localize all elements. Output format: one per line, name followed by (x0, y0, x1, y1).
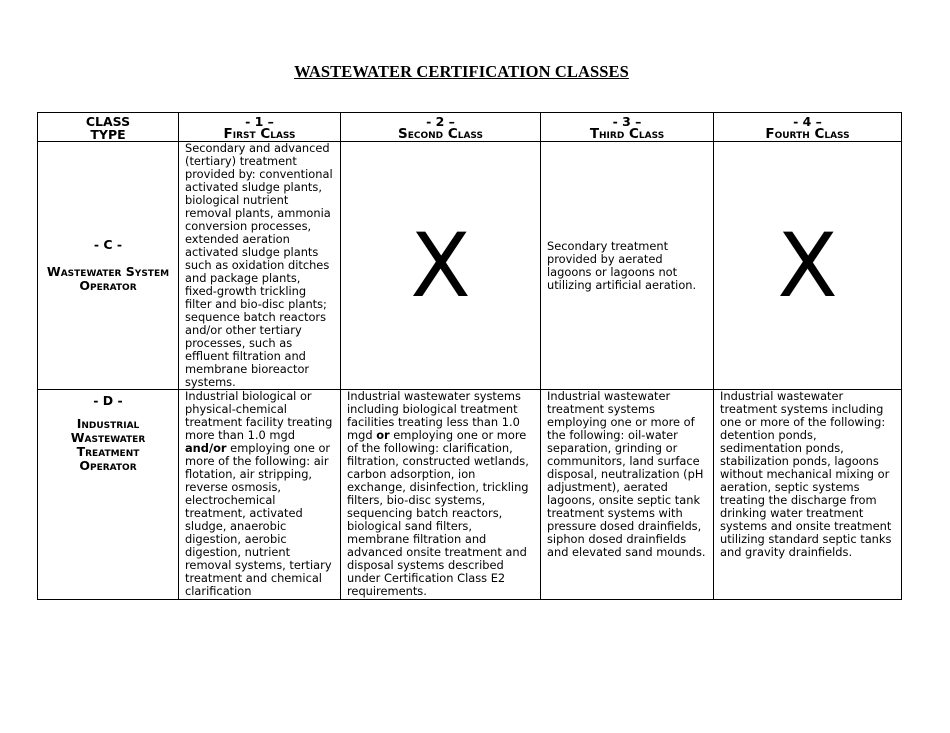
header-second-num: - 2 – (426, 114, 455, 129)
not-applicable-mark: X (777, 213, 838, 317)
cell-d-fourth: Industrial wastewater treatment systems including one or more of the following: detention ponds, sedimentation ponds, stabilization ponds, lagoons without mechanical mixing or aeration, septic systems treating the discharge from drinking water treatment systems and onsite treatment utilizing standard septic tanks and gravity drainfields. (714, 390, 902, 600)
row-c-name: Wastewater System Operator (46, 264, 170, 293)
cell-d-second (341, 390, 541, 600)
cell-d-second-text-a: Industrial wastewater systems including biological treatment facilities treating less than 1.0 mgd (347, 389, 521, 442)
cell-d-second-bold: or (376, 428, 390, 442)
page-title: WASTEWATER CERTIFICATION CLASSES (294, 62, 629, 81)
header-third-class (541, 113, 714, 142)
cell-d-first (179, 390, 341, 600)
row-c-code: - C - (93, 237, 123, 252)
header-row (38, 113, 902, 142)
row-d-code: - D - (93, 393, 123, 408)
cell-d-first-text-a: Industrial biological or physical-chemical treatment facility treating more than 1.0 mgd (185, 389, 333, 442)
cell-d-first-bold: and/or (185, 441, 227, 455)
row-d-name-line-1: Industrial (76, 416, 140, 431)
not-applicable-mark: X (410, 213, 471, 317)
cell-c-first: Secondary and advanced (tertiary) treatment provided by: conventional activated sludge plants, biological nutrient removal plants, ammonia conversion processes, extended aeration activated sludge plants such as oxidation ditches and package plants, fixed-growth trickling filter and bio-disc plants; sequence batch reactors and/or other tertiary processes, such as effluent filtration and membrane bioreactor systems. (179, 142, 341, 390)
header-second-class (341, 113, 541, 142)
header-class-type (38, 113, 179, 142)
table-row-c (38, 142, 902, 390)
cell-c-third: Secondary treatment provided by aerated lagoons or lagoons not utilizing artificial aeration. (541, 142, 714, 390)
row-d-name-line-3: Treatment (76, 444, 140, 459)
cell-c-second (341, 142, 541, 390)
cell-d-second-text-b: employing one or more of the following: clarification, filtration, constructed wetlands, carbon adsorption, ion exchange, disinfection, trickling filters, bio-disc systems, sequencing batch reactors, biological sand filters, membrane filtration and advanced onsite treatment and disposal systems described under Certification Class E2 requirements. (347, 428, 529, 598)
header-third-num: - 3 – (612, 114, 642, 129)
header-first-name: First Class (223, 126, 296, 142)
header-fourth-num: - 4 – (793, 114, 822, 129)
header-fourth-name: Fourth Class (765, 126, 850, 142)
row-header-d (38, 390, 179, 600)
row-d-name-line-2: Wastewater (70, 430, 146, 445)
cell-c-fourth (714, 142, 902, 390)
header-type-label: TYPE (90, 127, 126, 142)
header-third-name: Third Class (589, 126, 665, 142)
header-second-name: Second Class (398, 126, 483, 142)
header-class-label: CLASS (85, 114, 131, 129)
row-header-c (38, 142, 179, 390)
cell-d-first-text-b: employing one or more of the following: air flotation, air stripping, reverse osmosis, electrochemical treatment, activated sludge, anaerobic digestion, aerobic digestion, nutrient removal systems, tertiary treatment and chemical clarification (185, 441, 332, 598)
header-first-class (179, 113, 341, 142)
cell-d-third: Industrial wastewater treatment systems employing one or more of the following: oil-water separation, grinding or communitors, land surface disposal, neutralization (pH adjustment), aerated lagoons, onsite septic tank treatment systems with pressure dosed drainfields, siphon dosed drainfields and elevated sand mounds. (541, 390, 714, 600)
header-fourth-class (714, 113, 902, 142)
certification-table (37, 112, 902, 600)
header-first-num: - 1 – (245, 114, 274, 129)
table-row-d (38, 390, 902, 600)
row-d-name-line-4: Operator (79, 458, 137, 473)
